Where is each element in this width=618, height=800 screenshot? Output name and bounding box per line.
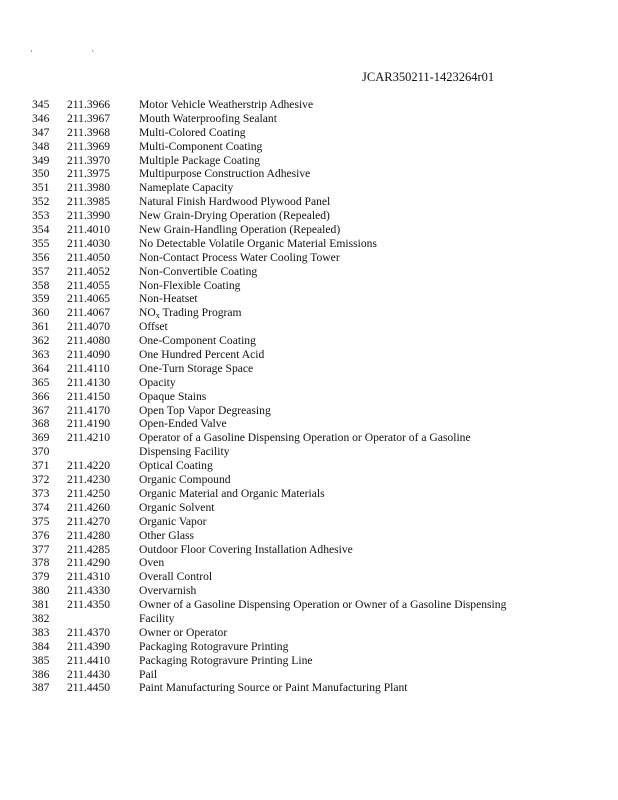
section-number: 211.4190 bbox=[67, 417, 111, 431]
list-item bbox=[0, 362, 618, 376]
defined-term: Outdoor Floor Covering Installation Adhesive bbox=[139, 542, 353, 556]
section-number: 211.4390 bbox=[67, 639, 111, 653]
document-code: JCAR350211-1423264r01 bbox=[362, 70, 495, 84]
section-number: 211.4290 bbox=[67, 556, 111, 570]
section-number: 211.4410 bbox=[67, 653, 111, 667]
line-number: 350 bbox=[32, 167, 50, 181]
line-number: 372 bbox=[32, 473, 50, 487]
list-item bbox=[0, 376, 618, 390]
line-number: 382 bbox=[32, 611, 50, 625]
defined-term: Multi-Colored Coating bbox=[139, 125, 246, 139]
defined-term: Operator of a Gasoline Dispensing Operation or Operator of a Gasoline bbox=[139, 431, 471, 445]
defined-term: Opacity bbox=[139, 375, 176, 389]
list-item bbox=[0, 459, 618, 473]
defined-term: Dispensing Facility bbox=[139, 445, 230, 459]
defined-term: Nameplate Capacity bbox=[139, 181, 234, 195]
list-item bbox=[0, 668, 618, 682]
list-item bbox=[0, 306, 618, 320]
defined-term: No Detectable Volatile Organic Material Emissions bbox=[139, 236, 377, 250]
defined-term: Non-Heatset bbox=[139, 292, 198, 306]
line-number: 384 bbox=[32, 639, 50, 653]
defined-term: One Hundred Percent Acid bbox=[139, 348, 265, 362]
line-number: 355 bbox=[32, 236, 50, 250]
section-number: 211.4450 bbox=[67, 681, 111, 695]
list-item bbox=[0, 417, 618, 431]
list-item bbox=[0, 681, 618, 695]
defined-term: One-Component Coating bbox=[139, 334, 256, 348]
line-number: 373 bbox=[32, 486, 50, 500]
section-number: 211.3970 bbox=[67, 153, 111, 167]
defined-term: Offset bbox=[139, 320, 168, 334]
section-number: 211.4260 bbox=[67, 500, 111, 514]
defined-term: Oven bbox=[139, 556, 165, 570]
section-number: 211.4170 bbox=[67, 403, 111, 417]
line-number: 365 bbox=[32, 375, 50, 389]
list-item bbox=[0, 501, 618, 515]
line-number: 375 bbox=[32, 514, 50, 528]
list-item bbox=[0, 598, 618, 612]
list-item bbox=[0, 487, 618, 501]
section-number: 211.4070 bbox=[67, 320, 111, 334]
defined-term: Multiple Package Coating bbox=[139, 153, 261, 167]
section-number: 211.4270 bbox=[67, 514, 111, 528]
line-number: 362 bbox=[32, 334, 50, 348]
list-item bbox=[0, 570, 618, 584]
list-item bbox=[0, 612, 618, 626]
line-number: 369 bbox=[32, 431, 50, 445]
line-number: 356 bbox=[32, 250, 50, 264]
list-item bbox=[0, 348, 618, 362]
section-number: 211.4052 bbox=[67, 264, 111, 278]
line-number: 351 bbox=[32, 181, 50, 195]
list-item bbox=[0, 265, 618, 279]
section-number: 211.3980 bbox=[67, 181, 111, 195]
list-item bbox=[0, 126, 618, 140]
list-item bbox=[0, 515, 618, 529]
list-item bbox=[0, 237, 618, 251]
section-number: 211.4150 bbox=[67, 389, 111, 403]
list-item bbox=[0, 556, 618, 570]
section-number: 211.4130 bbox=[67, 375, 111, 389]
line-number: 383 bbox=[32, 625, 50, 639]
defined-term: Open-Ended Valve bbox=[139, 417, 227, 431]
line-number: 363 bbox=[32, 348, 50, 362]
line-number: 376 bbox=[32, 528, 50, 542]
line-number: 346 bbox=[32, 111, 50, 125]
defined-term: Organic Solvent bbox=[139, 500, 215, 514]
section-number: 211.4250 bbox=[67, 486, 111, 500]
defined-term: Owner of a Gasoline Dispensing Operation or Owner of a Gasoline Dispensing bbox=[139, 598, 507, 612]
line-number: 371 bbox=[32, 459, 50, 473]
list-item bbox=[0, 654, 618, 668]
defined-term: New Grain-Drying Operation (Repealed) bbox=[139, 209, 330, 223]
section-number: 211.4230 bbox=[67, 473, 111, 487]
section-number: 211.4370 bbox=[67, 625, 111, 639]
term-text: Trading Program bbox=[159, 306, 242, 320]
defined-term: One-Turn Storage Space bbox=[139, 361, 254, 375]
defined-term: Overvarnish bbox=[139, 584, 197, 598]
defined-term: Multipurpose Construction Adhesive bbox=[139, 167, 311, 181]
list-item bbox=[0, 251, 618, 265]
line-number: 364 bbox=[32, 361, 50, 375]
list-item bbox=[0, 390, 618, 404]
defined-term: Organic Compound bbox=[139, 473, 231, 487]
list-item bbox=[0, 209, 618, 223]
line-number: 377 bbox=[32, 542, 50, 556]
section-number: 211.4350 bbox=[67, 598, 111, 612]
definitions-list bbox=[0, 98, 618, 695]
defined-term: Open Top Vapor Degreasing bbox=[139, 403, 271, 417]
defined-term: Paint Manufacturing Source or Paint Manufacturing Plant bbox=[139, 681, 408, 695]
line-number: 381 bbox=[32, 598, 50, 612]
list-item bbox=[0, 292, 618, 306]
defined-term: Natural Finish Hardwood Plywood Panel bbox=[139, 195, 331, 209]
section-number: 211.4220 bbox=[67, 459, 111, 473]
section-number: 211.4030 bbox=[67, 236, 111, 250]
line-number: 347 bbox=[32, 125, 50, 139]
list-item bbox=[0, 404, 618, 418]
list-item bbox=[0, 181, 618, 195]
defined-term bbox=[139, 306, 242, 320]
line-number: 379 bbox=[32, 570, 50, 584]
defined-term: Non-Convertible Coating bbox=[139, 264, 258, 278]
line-number: 385 bbox=[32, 653, 50, 667]
line-number: 380 bbox=[32, 584, 50, 598]
line-number: 367 bbox=[32, 403, 50, 417]
section-number: 211.4050 bbox=[67, 250, 111, 264]
defined-term: Non-Contact Process Water Cooling Tower bbox=[139, 250, 340, 264]
defined-term: Packaging Rotogravure Printing bbox=[139, 639, 289, 653]
defined-term: Non-Flexible Coating bbox=[139, 278, 241, 292]
list-item bbox=[0, 154, 618, 168]
section-number: 211.4055 bbox=[67, 278, 111, 292]
section-number: 211.4210 bbox=[67, 431, 111, 445]
defined-term: Organic Vapor bbox=[139, 514, 207, 528]
line-number: 352 bbox=[32, 195, 50, 209]
defined-term: Owner or Operator bbox=[139, 625, 228, 639]
line-number: 360 bbox=[32, 306, 50, 320]
defined-term: Facility bbox=[139, 611, 175, 625]
corner-marks: · · bbox=[30, 46, 123, 56]
defined-term: Overall Control bbox=[139, 570, 213, 584]
defined-term: Optical Coating bbox=[139, 459, 213, 473]
defined-term: Mouth Waterproofing Sealant bbox=[139, 111, 277, 125]
list-item bbox=[0, 529, 618, 543]
term-text: NO bbox=[139, 306, 156, 320]
section-number: 211.4067 bbox=[67, 306, 111, 320]
section-number: 211.3968 bbox=[67, 125, 111, 139]
line-number: 349 bbox=[32, 153, 50, 167]
section-number: 211.4430 bbox=[67, 667, 111, 681]
list-item bbox=[0, 431, 618, 445]
line-number: 348 bbox=[32, 139, 50, 153]
section-number: 211.4080 bbox=[67, 334, 111, 348]
list-item bbox=[0, 543, 618, 557]
section-number: 211.3985 bbox=[67, 195, 111, 209]
line-number: 370 bbox=[32, 445, 50, 459]
list-item bbox=[0, 195, 618, 209]
list-item bbox=[0, 279, 618, 293]
line-number: 387 bbox=[32, 681, 50, 695]
defined-term: Other Glass bbox=[139, 528, 195, 542]
section-number: 211.4010 bbox=[67, 223, 111, 237]
section-number: 211.4090 bbox=[67, 348, 111, 362]
list-item bbox=[0, 445, 618, 459]
list-item bbox=[0, 626, 618, 640]
list-item bbox=[0, 334, 618, 348]
section-number: 211.4110 bbox=[67, 361, 110, 375]
list-item bbox=[0, 167, 618, 181]
line-number: 353 bbox=[32, 209, 50, 223]
list-item bbox=[0, 112, 618, 126]
list-item bbox=[0, 584, 618, 598]
section-number: 211.4330 bbox=[67, 584, 111, 598]
line-number: 345 bbox=[32, 98, 50, 111]
line-number: 378 bbox=[32, 556, 50, 570]
section-number: 211.3966 bbox=[67, 98, 111, 111]
section-number: 211.3969 bbox=[67, 139, 111, 153]
defined-term: Organic Material and Organic Materials bbox=[139, 486, 325, 500]
line-number: 354 bbox=[32, 223, 50, 237]
term-subscript: x bbox=[155, 311, 160, 321]
defined-term: Pail bbox=[139, 667, 158, 681]
list-item bbox=[0, 140, 618, 154]
section-number: 211.4310 bbox=[67, 570, 111, 584]
line-number: 359 bbox=[32, 292, 50, 306]
defined-term: Motor Vehicle Weatherstrip Adhesive bbox=[139, 98, 314, 111]
list-item bbox=[0, 640, 618, 654]
section-number: 211.4285 bbox=[67, 542, 111, 556]
section-number: 211.3990 bbox=[67, 209, 111, 223]
list-item bbox=[0, 320, 618, 334]
defined-term: Packaging Rotogravure Printing Line bbox=[139, 653, 313, 667]
line-number: 357 bbox=[32, 264, 50, 278]
line-number: 358 bbox=[32, 278, 50, 292]
list-item bbox=[0, 223, 618, 237]
defined-term: Opaque Stains bbox=[139, 389, 207, 403]
section-number: 211.3967 bbox=[67, 111, 111, 125]
defined-term: Multi-Component Coating bbox=[139, 139, 263, 153]
line-number: 386 bbox=[32, 667, 50, 681]
line-number: 374 bbox=[32, 500, 50, 514]
line-number: 361 bbox=[32, 320, 50, 334]
section-number: 211.4280 bbox=[67, 528, 111, 542]
section-number: 211.3975 bbox=[67, 167, 111, 181]
line-number: 366 bbox=[32, 389, 50, 403]
section-number: 211.4065 bbox=[67, 292, 111, 306]
list-item bbox=[0, 98, 618, 112]
list-item bbox=[0, 473, 618, 487]
line-number: 368 bbox=[32, 417, 50, 431]
defined-term: New Grain-Handling Operation (Repealed) bbox=[139, 223, 341, 237]
